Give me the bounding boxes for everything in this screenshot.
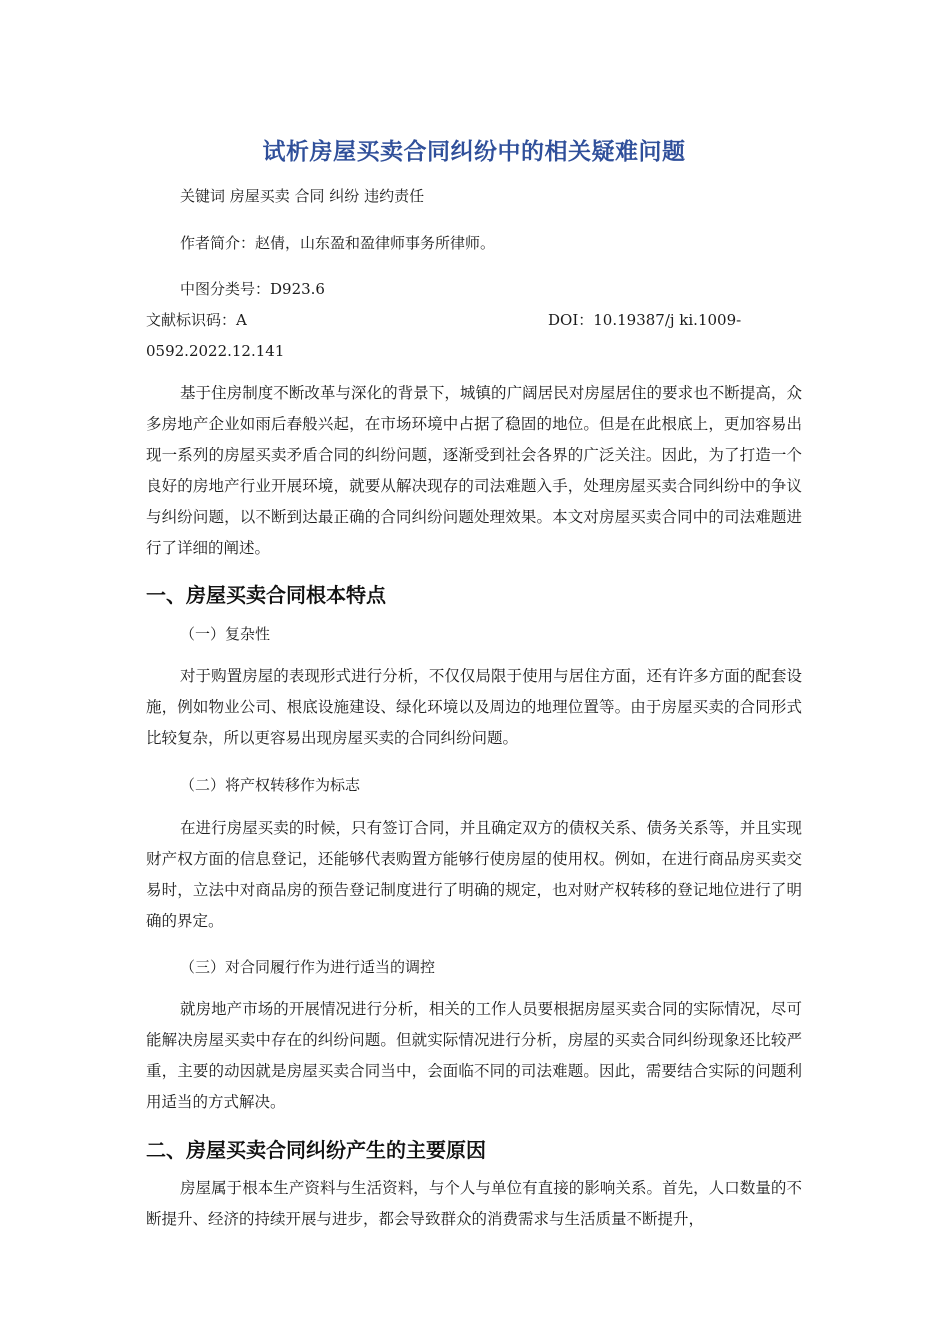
- document-code: 文献标识码：A: [146, 311, 247, 329]
- subsection-heading-2: （二）将产权转移作为标志: [180, 776, 361, 794]
- section-heading-2: 二、房屋买卖合同纠纷产生的主要原因: [146, 1138, 486, 1162]
- subsection-heading-3: （三）对合同履行作为进行适当的调控: [180, 958, 436, 976]
- paper-title: 试析房屋买卖合同纠纷中的相关疑难问题: [262, 139, 686, 165]
- subsection-heading-1: （一）复杂性: [180, 625, 271, 643]
- keywords-line: 关键词 房屋买卖 合同 纠纷 违约责任: [180, 187, 425, 205]
- author-info: 作者简介：赵倩，山东盈和盈律师事务所律师。: [180, 234, 496, 252]
- doi-continuation: 0592.2022.12.141: [146, 342, 285, 360]
- section-2-paragraph: 房屋属于根本生产资料与生活资料，与个人与单位有直接的影响关系。首先，人口数量的不断提升、经济的持续开展与进步，都会导致群众的消费需求与生活质量不断提升，: [146, 1179, 802, 1228]
- subsection-paragraph-1: 对于购置房屋的表现形式进行分析，不仅仅局限于使用与居住方面，还有许多方面的配套设施，例如物业公司、根底设施建设、绿化环境以及周边的地理位置等。由于房屋买卖的合同形式比较复杂，所以更容易出现房屋买卖的合同纠纷问题。: [146, 667, 802, 747]
- subsection-paragraph-3: 就房地产市场的开展情况进行分析，相关的工作人员要根据房屋买卖合同的实际情况，尽可能解决房屋买卖中存在的纠纷问题。但就实际情况进行分析，房屋的买卖合同纠纷现象还比较严重，主要的动因就是房屋买卖合同当中，会面临不同的司法难题。因此，需要结合实际的问题利用适当的方式解决。: [146, 1000, 802, 1111]
- subsection-paragraph-2: 在进行房屋买卖的时候，只有签订合同，并且确定双方的债权关系、债务关系等，并且实现财产权方面的信息登记，还能够代表购置方能够行使房屋的使用权。例如，在进行商品房买卖交易时，立法中对商品房的预告登记制度进行了明确的规定，也对财产权转移的登记地位进行了明确的界定。: [146, 819, 802, 930]
- section-heading-1: 一、房屋买卖合同根本特点: [146, 583, 386, 607]
- clc-number: 中图分类号：D923.6: [180, 280, 325, 298]
- intro-paragraph: 基于住房制度不断改革与深化的背景下，城镇的广阔居民对房屋居住的要求也不断提高，众多房地产企业如雨后春般兴起，在市场环境中占据了稳固的地位。但是在此根底上，更加容易出现一系列的房屋买卖矛盾合同的纠纷问题，逐渐受到社会各界的广泛关注。因此，为了打造一个良好的房地产行业开展环境，就要从解决现存的司法难题入手，处理房屋买卖合同纠纷中的争议与纠纷问题，以不断到达最正确的合同纠纷问题处理效果。本文对房屋买卖合同中的司法难题进行了详细的阐述。: [146, 384, 802, 557]
- doi-line: DOI：10.19387/j ki.1009-: [548, 311, 742, 329]
